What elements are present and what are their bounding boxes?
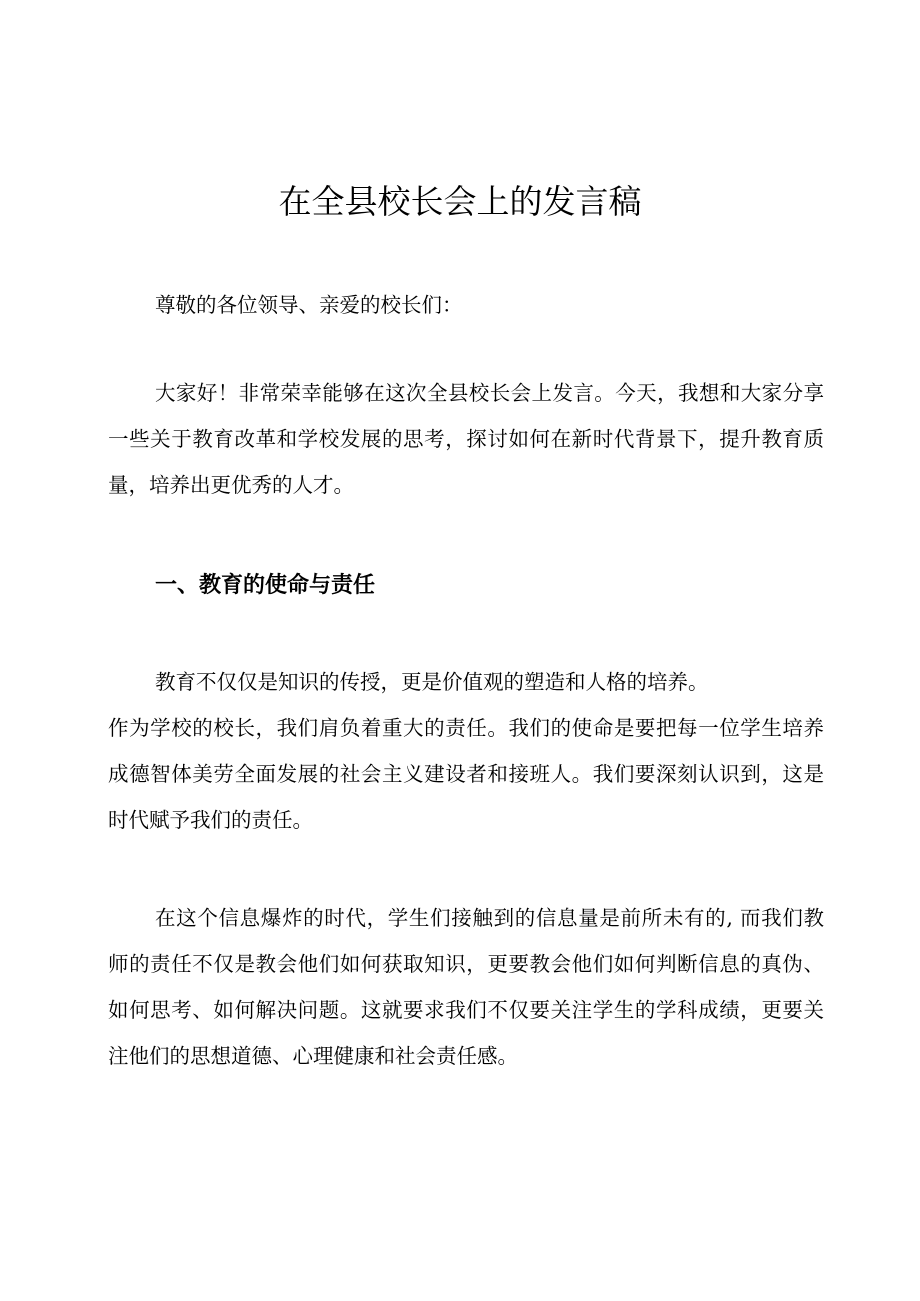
section-heading: 一、教育的使命与责任 bbox=[155, 573, 376, 598]
salutation: 尊敬的各位领导、亲爱的校长们： bbox=[155, 293, 463, 317]
section-paragraph-2: 在这个信息爆炸的时代，学生们接触到的信息量是前所未有的, 而我们教师的责任不仅是教会他们如何获取知识，更要教会他们如何判断信息的真伪、如何思考、如何解决问题。这就要求我们不仅要关注学生的学科成绩，更要关注他们的思想道德、心理健康和社会责任感。 bbox=[108, 906, 824, 1068]
document-title: 在全县校长会上的发言稿 bbox=[278, 182, 642, 221]
intro-paragraph: 大家好！非常荣幸能够在这次全县校长会上发言。今天，我想和大家分享一些关于教育改革和学校发展的思考，探讨如何在新时代背景下，提升教育质量，培养出更优秀的人才。 bbox=[108, 381, 824, 497]
section-paragraph-line: 教育不仅仅是知识的传授，更是价值观的塑造和人格的培养。 bbox=[155, 670, 709, 694]
section-paragraph: 作为学校的校长，我们肩负着重大的责任。我们的使命是要把每一位学生培养成德智体美劳全面发展的社会主义建设者和接班人。我们要深刻认识到，这是时代赋予我们的责任。 bbox=[108, 716, 824, 832]
